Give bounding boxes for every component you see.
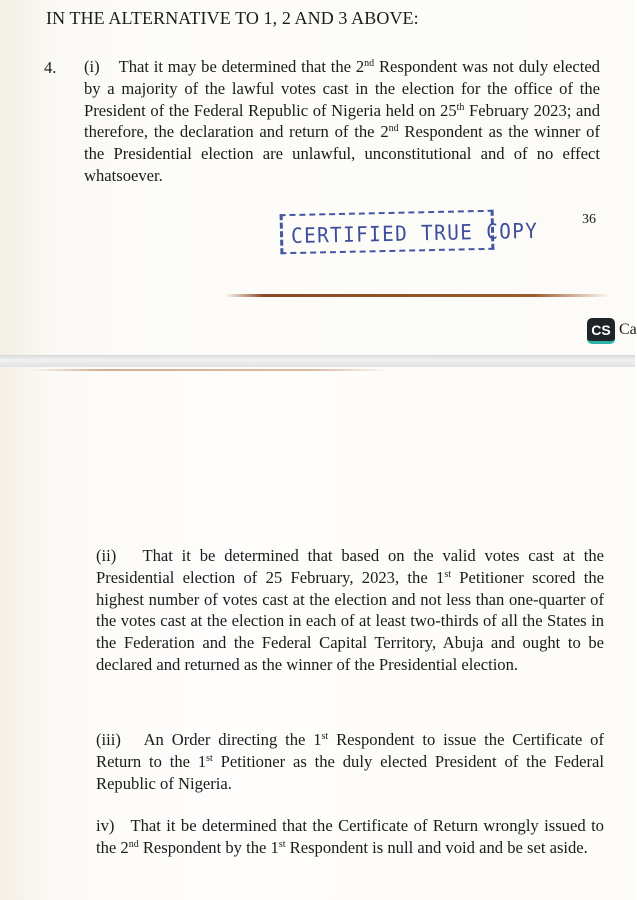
- camscanner-logo-icon: CS: [587, 318, 615, 344]
- page-number: 36: [582, 212, 596, 227]
- paragraph-4-i: [84, 56, 600, 187]
- ordinal-suffix: st: [321, 731, 329, 742]
- item-label: (iii): [96, 730, 121, 749]
- item-number: 4.: [44, 58, 57, 77]
- paragraph-text: February 2023; and therefore, the declaration and return of the 2: [84, 100, 600, 142]
- paragraph-iv: [96, 815, 604, 859]
- ordinal-suffix: nd: [364, 58, 375, 69]
- ordinal-suffix: st: [444, 568, 451, 580]
- page-gap: [0, 355, 635, 367]
- ordinal-suffix: th: [456, 101, 465, 113]
- page-edge-line: [225, 294, 610, 297]
- camscanner-text: Ca: [619, 321, 637, 338]
- paragraph-ii: [96, 545, 604, 676]
- ordinal-suffix: st: [206, 752, 213, 764]
- certified-true-copy-stamp: CERTIFIED TRUE COPY: [280, 210, 495, 254]
- paragraph-text: Respondent to issue the Certificate of Return to the 1: [96, 730, 605, 771]
- paragraph-iii: [96, 729, 604, 794]
- paragraph-text: That it be determined that based on the valid votes cast at the Presidential election of 25 February, 2023, the 1: [96, 546, 604, 587]
- section-heading: IN THE ALTERNATIVE TO 1, 2 AND 3 ABOVE:: [46, 8, 419, 28]
- item-label: iv): [96, 816, 115, 835]
- paragraph-text: That it be determined that the Certificate of Return wrongly issued to the 2: [96, 816, 604, 857]
- page-edge-line: [30, 369, 390, 371]
- paragraph-text: Respondent is null and void and be set aside.: [285, 837, 588, 857]
- paragraph-text: Respondent by the 1: [138, 837, 279, 857]
- ordinal-suffix: st: [278, 838, 286, 850]
- paragraph-text: Petitioner scored the highest number of votes cast at the election and not less than one-quarter of the votes cast at the election in each of at least two-thirds of all the States in the Federation and the Federal Capital Territory, Abuja and ought to be declared and returned as the winner of the Presidential election.: [96, 567, 605, 674]
- paragraph-text: Respondent was not duly elected by a majority of the lawful votes cast in the election for the office of the President of the Federal Republic of Nigeria held on 25: [84, 57, 600, 120]
- item-label: (i): [84, 57, 100, 76]
- paragraph-text: That it may be determined that the 2: [118, 57, 365, 76]
- paragraph-text: An Order directing the 1: [143, 730, 322, 749]
- ordinal-suffix: nd: [388, 123, 399, 135]
- item-label: (ii): [96, 546, 117, 565]
- paragraph-text: Petitioner as the duly elected President of the Federal Republic of Nigeria.: [96, 751, 604, 793]
- ordinal-suffix: nd: [128, 838, 139, 850]
- paragraph-text: Respondent as the winner of the Presidential election are unlawful, unconstitutional and of no effect whatsoever.: [84, 122, 600, 185]
